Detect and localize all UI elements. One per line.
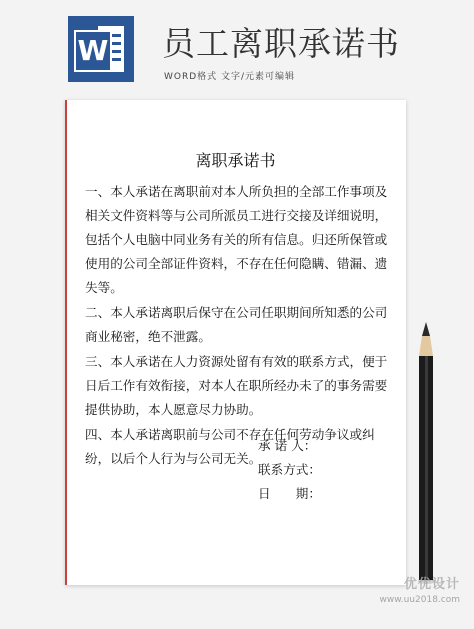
paragraph-2: 二、本人承诺离职后保守在公司任职期间所知悉的公司商业秘密，绝不泄露。 [85,305,388,344]
signature-promisor: 承 诺 人： [258,438,317,453]
signature-block [258,434,321,506]
word-logo-icon [68,16,134,82]
signature-contact: 联系方式： [258,462,321,477]
logo-letter: W [74,30,112,72]
paragraph-1: 一、本人承诺在离职前对本人所负担的全部工作事项及相关文件资料等与公司所派员工进行交接及详细说明，包括个人电脑中同业务有关的所有信息。归还所保管或使用的公司全部证件资料，不存在任何隐瞒、错漏、遗失等。 [85,184,388,295]
paragraph-3: 三、本人承诺在人力资源处留有有效的联系方式，便于日后工作有效衔接，对本人在职所经办未了的事务需要提供协助，本人愿意尽力协助。 [85,354,388,417]
watermark-url: www.uu2018.com [379,595,460,605]
document-page [65,100,406,585]
signature-date: 日 期： [258,486,321,501]
watermark-brand: 优优设计 [403,577,460,592]
page-accent-line [65,100,67,585]
document-title: 离职承诺书 [195,151,276,170]
header [0,0,474,96]
paragraph-4: 四、本人承诺离职前与公司不存在任何劳动争议或纠纷，以后个人行为与公司无关。 [85,427,375,466]
pencil-icon [413,322,439,584]
page-subtitle: WORD格式 文字/元素可编辑 [164,72,296,82]
document-body [85,180,392,472]
page-title: 员工离职承诺书 [162,24,400,63]
